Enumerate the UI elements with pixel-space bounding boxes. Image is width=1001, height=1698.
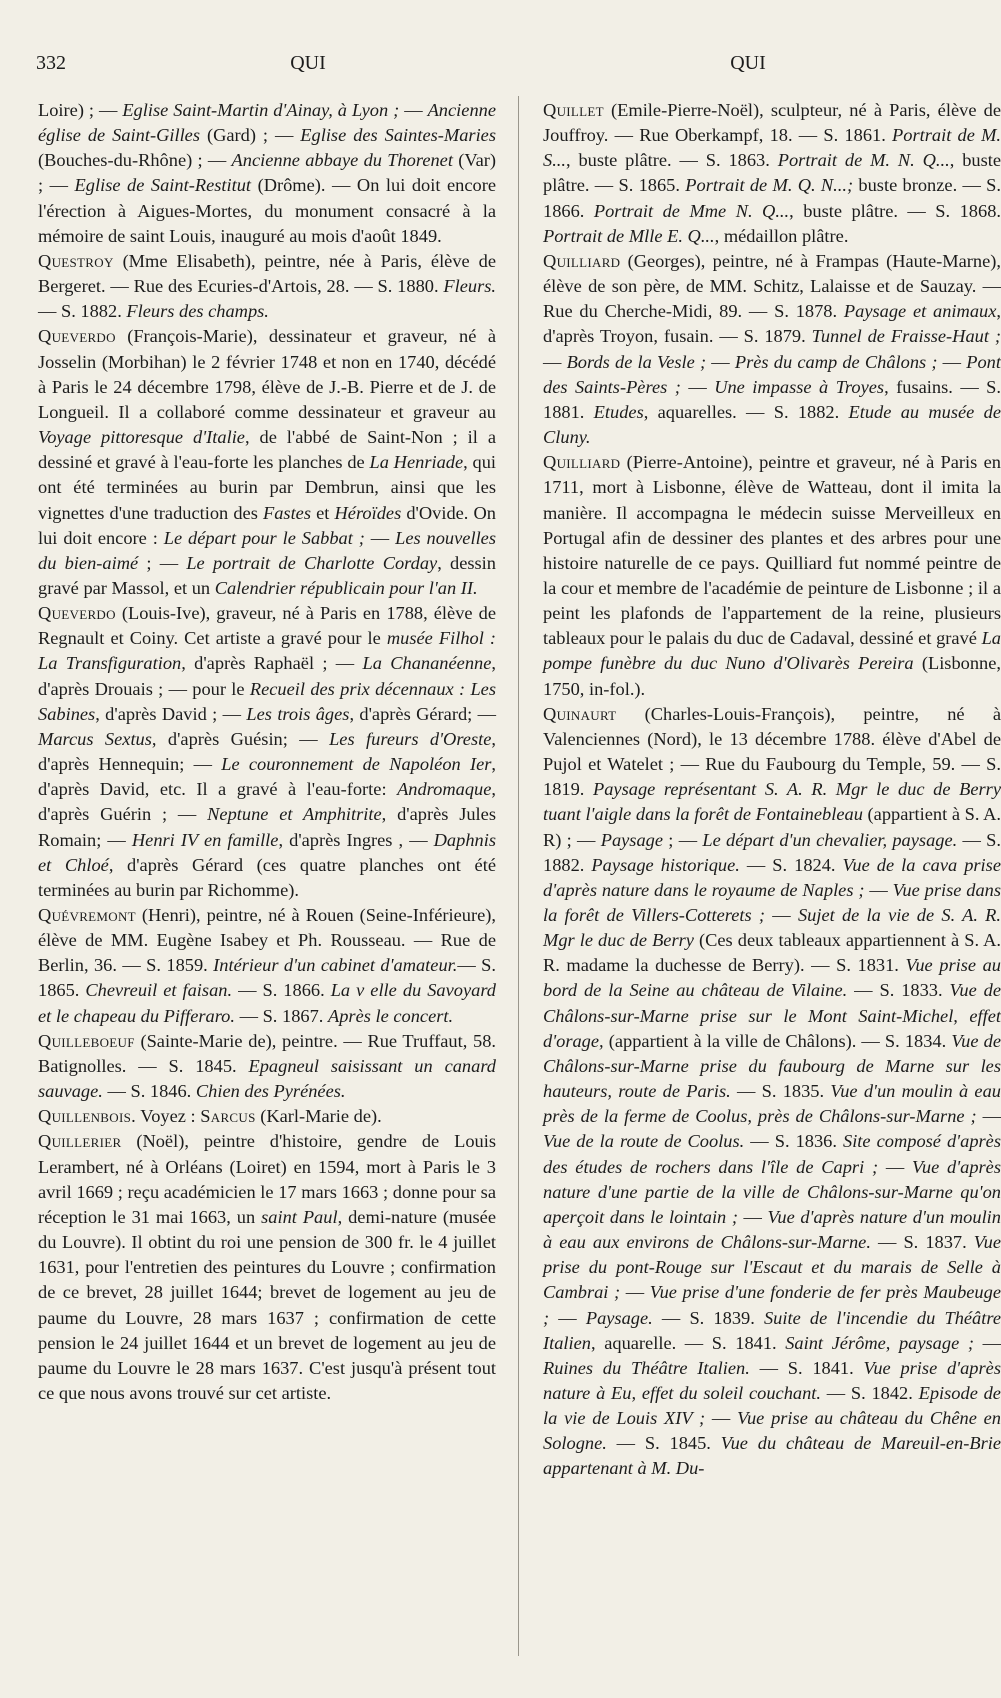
- entry-italic-text: Vue de Châlons-sur-Marne prise sur le Mont Saint-Michel, effet d'orage,: [543, 980, 1001, 1051]
- entry-italic-text: Le départ pour le Sabbat ;: [163, 527, 365, 548]
- entry-italic-text: Vue d'après nature d'une partie de la ville de Châlons-sur-Marne qu'on aperçoit dans le lointain ;: [543, 1156, 1001, 1227]
- dictionary-entry: [543, 702, 1001, 1482]
- dictionary-entry: [38, 324, 496, 601]
- entry-italic-text: Daphnis et Chloé: [38, 829, 496, 875]
- entry-text: —: [543, 351, 567, 372]
- entry-text: — S. 1839.: [652, 1307, 764, 1328]
- entry-italic-text: Epagneul saisissant un canard sauvage.: [38, 1055, 496, 1102]
- entry-text: (Var) ; —: [38, 150, 497, 196]
- entry-name: Quilliard: [543, 452, 621, 473]
- entry-italic-text: Eglise des Saintes-Maries: [300, 125, 496, 146]
- entry-text: —: [706, 351, 735, 372]
- entry-text: ; —: [663, 829, 703, 850]
- entry-italic-text: La Chananéenne: [362, 653, 492, 674]
- entry-italic-text: Marcus Sextus: [38, 728, 152, 749]
- entry-italic-text: Vue prise du pont-Rouge sur l'Escaut et du marais de Selle à Cambrai ;: [543, 1232, 1001, 1303]
- entry-text: , d'après Jules Romain; —: [38, 804, 496, 850]
- entry-text: (Drôme). — On lui doit encore l'érection à Aigues-Mortes, du monument consacré à la mémoire de saint Louis, inauguré au mois d'août 1849.: [38, 175, 496, 246]
- entry-text: — S. 1842.: [820, 1382, 919, 1403]
- entry-text: , d'après David, etc. Il a gravé à l'eau-forte:: [38, 754, 497, 800]
- entry-italic-text: Recueil des prix décennaux : Les Sabines: [38, 678, 496, 724]
- entry-text: —: [976, 1106, 1001, 1127]
- entry-text: et: [311, 502, 335, 523]
- entry-text: (Ces deux tableaux appartiennent à S. A. R. madame la duchesse de Berry). — S. 1831.: [543, 930, 1001, 976]
- entry-text: Voyez :: [136, 1106, 201, 1127]
- entry-text: (appartient à la ville de Châlons). — S. 1834.: [603, 1030, 952, 1051]
- entry-name: Queverdo: [38, 603, 116, 624]
- entry-italic-text: Chien des Pyrénées.: [195, 1081, 346, 1102]
- entry-text: (Gard) ; —: [200, 125, 301, 146]
- entry-text: —: [937, 351, 967, 372]
- entry-text: (Sainte-Marie de), peintre. — Rue Truffaut, 58. Batignolles. — S. 1845.: [38, 1030, 496, 1076]
- entry-text: —: [878, 1156, 913, 1177]
- entry-italic-text: Portrait de M. Q. N...;: [685, 175, 854, 196]
- entry-name: Quillenbois.: [38, 1106, 137, 1127]
- entry-italic-text: Saint Jérôme, paysage ;: [785, 1332, 974, 1353]
- entry-name: Queverdo: [38, 326, 116, 347]
- entry-text: (Emile-Pierre-Noël), sculpteur, né à Paris, élève de Jouffroy. — Rue Oberkampf, 18. — S. 1861.: [543, 100, 1001, 146]
- entry-text: (Karl-Marie de).: [255, 1106, 382, 1127]
- entry-text: , d'après Hennequin; —: [38, 728, 496, 775]
- entry-text: d'après Raphaël ; —: [185, 653, 363, 674]
- entry-italic-text: Ancienne église de Saint-Gilles: [38, 100, 496, 146]
- entry-italic-text: Le couronnement de Napoléon Ier: [221, 754, 492, 775]
- entry-italic-text: Paysage historique.: [591, 854, 740, 875]
- running-head-right: QUI: [730, 52, 766, 74]
- entry-text: , dessin gravé par Massol, et un: [38, 552, 496, 598]
- entry-text: — S. 1836.: [744, 1131, 843, 1152]
- entry-text: — S. 1837.: [870, 1232, 974, 1253]
- entry-italic-text: Tunnel de Fraisse-Haut ;: [811, 326, 1001, 347]
- entry-text: (Bouches-du-Rhône) ; —: [38, 150, 232, 171]
- entry-text: — S. 1824.: [739, 854, 843, 875]
- entry-text: — S. 1882.: [38, 301, 127, 322]
- entry-italic-text: Le portrait de Charlotte Corday: [186, 552, 438, 573]
- dictionary-entry: [38, 903, 496, 1029]
- entry-text: , d'après Troyon, fusain. — S. 1879.: [543, 301, 1001, 347]
- entry-text: , d'après Gérard (ces quatre planches ont été terminées au burin par Richomme).: [38, 854, 496, 900]
- entry-italic-text: Episode de la vie de Louis XIV ;: [543, 1382, 1001, 1429]
- entry-italic-text: Fleurs des champs.: [126, 301, 269, 322]
- entry-italic-text: Vue prise dans la forêt de Villers-Cotterets ;: [543, 879, 1001, 925]
- running-head-left: QUI: [290, 52, 326, 74]
- entry-italic-text: Vue d'après nature d'un moulin à eau aux environs de Châlons-sur-Marne.: [543, 1206, 1001, 1253]
- entry-italic-text: Près du camp de Châlons ;: [734, 351, 938, 372]
- entry-text: , buste plâtre. — S. 1865.: [543, 150, 1001, 196]
- entry-italic-text: Héroïdes: [334, 502, 402, 523]
- entry-italic-text: Paysage.: [585, 1307, 653, 1328]
- entry-text: , de l'abbé de Saint-Non ; il a dessiné et gravé à l'eau-forte les planches de: [38, 427, 496, 473]
- entry-italic-text: Vue d'un moulin à eau près de la ferme de Coolus, près de Châlons-sur-Marne ;: [543, 1081, 1001, 1127]
- entry-italic-text: Vue de la route de Coolus.: [543, 1131, 745, 1152]
- entry-italic-text: Vue prise au bord de la Seine au château de Vilaine.: [543, 955, 1001, 1001]
- entry-italic-text: Eglise Saint-Martin d'Ainay, à Lyon ;: [122, 100, 400, 120]
- entry-italic-text: Bords de la Vesle ;: [566, 351, 707, 372]
- column-divider: [518, 96, 519, 1656]
- entry-text: (Georges), peintre, né à Frampas (Haute-Marne), élève de son père, de MM. Schitz, Lalaisse et de Sauzay. — Rue du Cherche-Midi, 89. — S. 1878.: [543, 250, 1001, 322]
- entry-text: — S. 1846.: [102, 1081, 196, 1102]
- entry-italic-text: Voyage pittoresque d'Italie: [38, 427, 245, 448]
- entry-text: , d'après Drouais ; — pour le: [38, 653, 496, 699]
- entry-text: —: [680, 376, 715, 397]
- entry-italic-text: Le départ d'un chevalier, paysage.: [702, 829, 958, 850]
- entry-text: (Henri), peintre, né à Rouen (Seine-Inférieure), élève de MM. Eugène Isabey et Ph. Rousseau. — Rue de Berlin, 36. — S. 1859.: [38, 905, 496, 976]
- entry-italic-text: Vue prise d'une fonderie de fer près Maubeuge ;: [543, 1282, 1001, 1328]
- entry-italic-text: Après le concert.: [327, 1005, 454, 1026]
- entry-text: , d'après Guésin; —: [151, 728, 330, 749]
- entry-italic-text: Suite de l'incendie du Théâtre Italien: [543, 1307, 1001, 1353]
- entry-text: —: [705, 1408, 738, 1429]
- entry-name: Quilleboeuf: [38, 1030, 135, 1051]
- entry-name: Quinaurt: [543, 703, 617, 724]
- entry-text: , fusains. — S. 1881.: [543, 376, 1001, 422]
- dictionary-entry: [38, 1029, 496, 1104]
- entry-text: — S. 1841.: [749, 1357, 864, 1378]
- entry-text: , d'après Guérin ; —: [38, 779, 496, 825]
- dictionary-entry: [38, 1104, 496, 1129]
- dictionary-entry: [38, 249, 496, 324]
- entry-italic-text: Neptune et Amphitrite: [207, 804, 382, 825]
- page-header: [36, 52, 964, 82]
- entry-italic-text: Fastes: [262, 502, 311, 523]
- entry-text: (Noël), peintre d'histoire, gendre de Louis Lerambert, né à Orléans (Loiret) en 1594, mort à Paris le 3 avril 1669 ; reçu académicien le 17 mars 1663 ; donne pour sa réception le 31 mai 1663, un: [38, 1131, 496, 1227]
- entry-text: —: [620, 1282, 650, 1303]
- entry-text: (Mme Elisabeth), peintre, née à Paris, élève de Bergeret. — Rue des Ecuries-d'Artois, 28. — S. 1880.: [38, 250, 496, 297]
- entry-text: (Charles-Louis-François), peintre, né à Valenciennes (Nord), le 13 décembre 1788. élève d'Abel de Pujol et Watelet ; — Rue du Faubourg du Temple, 59. — S. 1819.: [543, 703, 1001, 800]
- entry-text: —: [364, 527, 396, 548]
- entry-italic-text: Calendrier républicain pour l'an II.: [214, 577, 478, 598]
- entry-text: — S. 1835.: [730, 1081, 831, 1102]
- dictionary-entry: [38, 98, 496, 249]
- entry-italic-text: Vue de la cava prise d'après nature dans le royaume de Naples ;: [543, 854, 1001, 900]
- entry-text: ; —: [138, 552, 187, 573]
- entry-name: Quillerier: [38, 1131, 122, 1152]
- entry-italic-text: Portrait de M. N. Q...: [777, 150, 950, 171]
- entry-name: Quilliard: [543, 250, 621, 271]
- entry-text: buste bronze. — S. 1866.: [543, 175, 1001, 221]
- entry-text: (François-Marie), dessinateur et graveur, né à Josselin (Morbihan) le 2 février 1748 et non en 1740, décédé à Paris le 24 décembre 1798, élève de J.-B. Pierre et de J. de Longueil. Il a collaboré comme dessinateur et graveur au: [38, 326, 496, 422]
- entry-italic-text: Les nouvelles du bien-aimé: [38, 527, 496, 573]
- entry-italic-text: La Henriade: [369, 452, 464, 473]
- entry-italic-text: Pont des Saints-Pères ;: [543, 351, 1001, 397]
- entry-italic-text: Chevreuil et faisan.: [85, 980, 233, 1001]
- right-column: [543, 98, 1001, 1482]
- entry-italic-text: La pompe funèbre du duc Nuno d'Olivarès Pereira: [543, 628, 1001, 674]
- entry-text: (appartient à S. A. R) ; —: [543, 804, 1001, 850]
- entry-text: d'Ovide. On lui doit encore :: [38, 502, 496, 548]
- dictionary-entry: [543, 249, 1001, 450]
- entry-italic-text: Eglise de Saint-Restitut: [74, 175, 252, 196]
- entry-italic-text: musée Filhol : La Transfiguration,: [38, 628, 496, 674]
- entry-text: , demi-nature (musée du Louvre). Il obtint du roi une pension de 300 fr. le 4 juillet 1631, pour l'entretien des peintures du Louvre ; confirmation de ce brevet, 28 juillet 1644; brevet de logement au jeu de paume du Louvre, 28 mars 1637 ; confirmation de cette pension le 24 juillet 1644 et un brevet de logement au jeu de paume du Louvre le 28 mars 1637. C'est jusqu'à présent tout ce que nous avons trouvé sur cet artiste.: [38, 1206, 497, 1403]
- entry-text: , buste plâtre. — S. 1863.: [566, 150, 778, 171]
- entry-text: , buste plâtre. — S. 1868.: [789, 200, 1001, 221]
- entry-text: — S. 1867.: [234, 1005, 328, 1026]
- dictionary-entry: [543, 98, 1001, 249]
- entry-text: — S. 1866.: [232, 980, 331, 1001]
- entry-text: — S. 1865.: [38, 955, 496, 1001]
- entry-text: , d'après Gérard; —: [349, 703, 497, 724]
- entry-text: —: [864, 879, 893, 900]
- entry-italic-text: Vue de Châlons-sur-Marne prise du faubourg de Marne sur les hauteurs, route de Paris.: [543, 1030, 1001, 1102]
- dictionary-entry: [543, 450, 1001, 702]
- entry-text: Loire) ; —: [38, 100, 123, 120]
- entry-text: , médaillon plâtre.: [714, 225, 849, 246]
- entry-italic-text: saint Paul: [261, 1206, 338, 1227]
- entry-italic-text: Portrait de Mme N. Q...: [593, 200, 790, 221]
- entry-italic-text: Etude au musée de Cluny.: [543, 401, 1001, 448]
- entry-italic-text: Intérieur d'un cabinet d'amateur.: [213, 955, 458, 976]
- entry-italic-text: Les trois âges: [246, 703, 350, 724]
- entry-text: —: [973, 1332, 1001, 1353]
- entry-italic-text: Portrait de Mlle E. Q...: [543, 225, 715, 246]
- entry-name: Quillet: [543, 100, 604, 120]
- entry-text: , qui ont été terminées au burin par Dembrun, ainsi que les vignettes d'une traduction des: [38, 452, 497, 523]
- entry-text: , aquarelle. — S. 1841.: [591, 1332, 786, 1353]
- dictionary-entry: [38, 1129, 496, 1406]
- entry-text: , aquarelles. — S. 1882.: [643, 401, 849, 422]
- dictionary-entry: [38, 601, 496, 903]
- entry-italic-text: Paysage représentant S. A. R. Mgr le duc de Berry tuant l'aigle dans la forêt de Fontainebleau: [543, 779, 1001, 825]
- entry-italic-text: Paysage: [600, 829, 664, 850]
- entry-text: — S. 1833.: [847, 980, 950, 1001]
- entry-name: Questroy: [38, 250, 114, 271]
- entry-text: (Louis-Ive), graveur, né à Paris en 1788, élève de Regnault et Coiny. Cet artiste a gravé pour le: [38, 603, 496, 649]
- entry-italic-text: Andromaque: [397, 779, 492, 800]
- entry-italic-text: Etudes: [593, 401, 644, 422]
- entry-italic-text: Fleurs.: [443, 276, 496, 297]
- entry-name: Quévremont: [38, 905, 136, 925]
- entry-text: (Lisbonne, 1750, in-fol.).: [543, 653, 1001, 699]
- entry-italic-text: La v elle du Savoyard et le chapeau du Pifferaro.: [38, 980, 496, 1026]
- entry-text: —: [737, 1206, 768, 1227]
- entry-text: , d'après David ; —: [95, 703, 247, 724]
- entry-text: —: [765, 905, 798, 925]
- entry-italic-text: Vue prise au château du Chêne en Sologne.: [543, 1408, 1001, 1454]
- entry-text: (Pierre-Antoine), peintre et graveur, né à Paris en 1711, mort à Lisbonne, élève de Watteau, dont il imita la manière. Il accompagna le médecin suisse Merveilleux en Portugal afin de dessiner des plantes et des arbres pour une histoire naturelle de ce pays. Quilliard fut nommé peintre de la cour et membre de l'académie de peinture de Lisbonne ; il a peint les plafonds de l'appartement de la reine, plusieurs tableaux pour le palais du duc de Cadaval, dessiné et gravé: [543, 452, 1001, 649]
- entry-text: —: [399, 100, 428, 120]
- entry-italic-text: Sujet de la vie de S. A. R. Mgr le duc de Berry: [543, 905, 1001, 951]
- entry-text: , d'après Ingres , —: [278, 829, 434, 850]
- entry-text: —: [549, 1307, 586, 1328]
- left-column: [38, 98, 496, 1406]
- entry-italic-text: Les fureurs d'Oreste: [329, 728, 492, 749]
- entry-italic-text: Site composé d'après des études de rochers dans l'île de Capri ;: [543, 1131, 1001, 1177]
- entry-italic-text: Henri IV en famille: [131, 829, 279, 850]
- entry-italic-text: Vue du château de Mareuil-en-Brie appartenant à M. Du-: [543, 1433, 1001, 1479]
- entry-text: — S. 1882.: [543, 829, 1001, 875]
- entry-text: — S. 1845.: [606, 1433, 721, 1454]
- entry-italic-text: Ruines du Théâtre Italien.: [543, 1357, 750, 1378]
- entry-italic-text: Ancienne abbaye du Thorenet: [231, 150, 453, 171]
- entry-text: Sarcus: [200, 1106, 256, 1127]
- entry-italic-text: Portrait de M. S...: [543, 125, 1001, 171]
- entry-italic-text: Paysage et animaux: [843, 301, 997, 322]
- entry-italic-text: Vue prise d'après nature à Eu, effet du soleil couchant.: [543, 1357, 1001, 1403]
- page-number: 332: [36, 52, 66, 74]
- entry-italic-text: Une impasse à Troyes: [714, 376, 885, 397]
